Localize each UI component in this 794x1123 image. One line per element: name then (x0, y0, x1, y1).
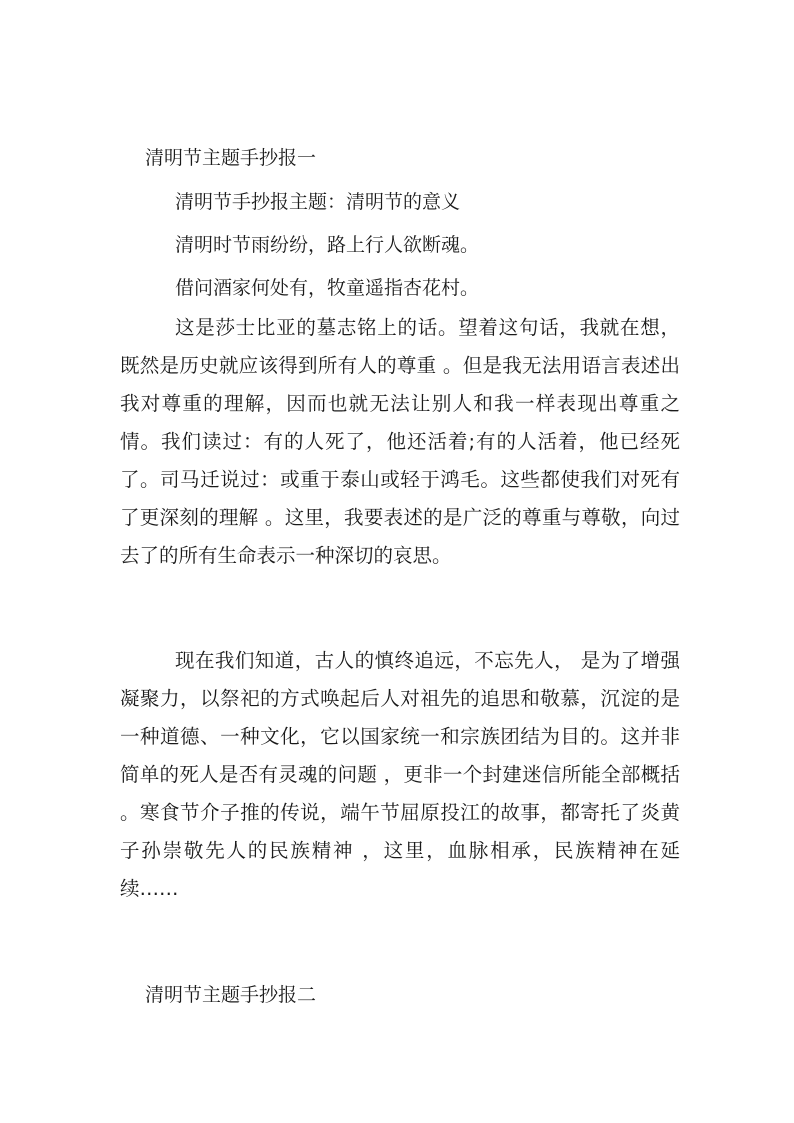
section-1-title: 清明节主题手抄报一 (145, 147, 317, 169)
section-1-subtitle: 清明节手抄报主题：清明节的意义 (175, 191, 461, 213)
poem-line-2: 借问酒家何处有，牧童遥指杏花村。 (175, 277, 480, 299)
poem-line-1: 清明时节雨纷纷，路上行人欲断魂。 (175, 234, 480, 256)
section-2-title: 清明节主题手抄报二 (145, 984, 317, 1006)
paragraph-2: 现在我们知道，古人的慎终追远，不忘先人， 是为了增强凝聚力，以祭祀的方式唤起后人对祖先的追思和敬慕，沉淀的是一种道德、一种文化，它以国家统一和宗族团结为目的。这并非简单的死人是否有灵魂的问题 ，更非一个封建迷信所能全部概括 。寒食节介子推的传说，端午节屈原投江的故事，都寄托了炎黄子孙崇敬先人的民族精神 ，这里，血脉相承，民族精神在延续…… (120, 649, 680, 900)
paragraph-1: 这是莎士比亚的墓志铭上的话。望着这句话，我就在想，既然是历史就应该得到所有人的尊重 。但是我无法用语言表述出我对尊重的理解，因而也就无法让别人和我一样表现出尊重之情。我们读过：有的人死了，他还活着;有的人活着，他已经死了。司马迁说过：或重于泰山或轻于鸿毛。这些都使我们对死有了更深刻的理解 。这里，我要表述的是广泛的尊重与尊敬，向过去了的所有生命表示一种深切的哀思。 (120, 316, 680, 567)
